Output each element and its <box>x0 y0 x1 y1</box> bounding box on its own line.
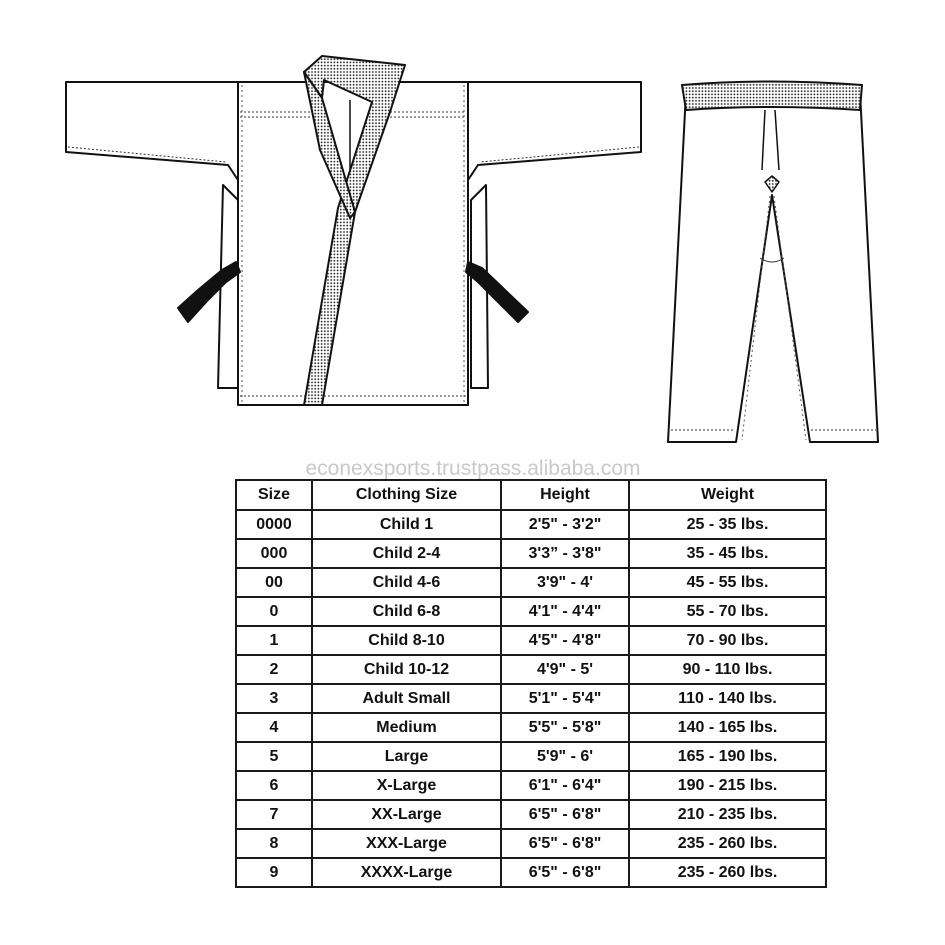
cell-size: 000 <box>236 539 312 568</box>
cell-weight: 45 - 55 lbs. <box>629 568 826 597</box>
header-height: Height <box>501 480 629 510</box>
table-row <box>236 626 826 655</box>
cell-height: 4'9" - 5' <box>501 655 629 684</box>
table-row <box>236 713 826 742</box>
cell-height: 4'5" - 4'8" <box>501 626 629 655</box>
cell-clothing-size: Adult Small <box>312 684 501 713</box>
cell-size: 2 <box>236 655 312 684</box>
cell-size: 1 <box>236 626 312 655</box>
header-clothing-size: Clothing Size <box>312 480 501 510</box>
cell-size: 9 <box>236 858 312 887</box>
cell-size: 0 <box>236 597 312 626</box>
cell-size: 0000 <box>236 510 312 539</box>
cell-height: 2'5" - 3'2" <box>501 510 629 539</box>
jacket-illustration <box>66 56 641 405</box>
header-weight: Weight <box>629 480 826 510</box>
pants-illustration <box>668 82 878 443</box>
cell-weight: 140 - 165 lbs. <box>629 713 826 742</box>
table-row <box>236 742 826 771</box>
cell-clothing-size: Child 2-4 <box>312 539 501 568</box>
cell-clothing-size: XXX-Large <box>312 829 501 858</box>
table-row <box>236 829 826 858</box>
cell-clothing-size: Medium <box>312 713 501 742</box>
cell-height: 6'5" - 6'8" <box>501 800 629 829</box>
cell-height: 3'3” - 3'8" <box>501 539 629 568</box>
cell-clothing-size: Child 4-6 <box>312 568 501 597</box>
cell-weight: 90 - 110 lbs. <box>629 655 826 684</box>
cell-weight: 235 - 260 lbs. <box>629 829 826 858</box>
cell-weight: 25 - 35 lbs. <box>629 510 826 539</box>
table-row <box>236 858 826 887</box>
cell-height: 5'1" - 5'4" <box>501 684 629 713</box>
cell-size: 6 <box>236 771 312 800</box>
cell-height: 3'9" - 4' <box>501 568 629 597</box>
table-row <box>236 800 826 829</box>
cell-height: 4'1" - 4'4" <box>501 597 629 626</box>
garment-illustrations <box>0 0 945 460</box>
cell-clothing-size: Large <box>312 742 501 771</box>
cell-weight: 210 - 235 lbs. <box>629 800 826 829</box>
cell-weight: 235 - 260 lbs. <box>629 858 826 887</box>
size-chart-table <box>235 479 827 888</box>
table-row <box>236 597 826 626</box>
table-header-row <box>236 480 826 510</box>
cell-weight: 190 - 215 lbs. <box>629 771 826 800</box>
cell-clothing-size: Child 6-8 <box>312 597 501 626</box>
table-row <box>236 655 826 684</box>
header-size: Size <box>236 480 312 510</box>
cell-clothing-size: Child 1 <box>312 510 501 539</box>
cell-clothing-size: Child 8-10 <box>312 626 501 655</box>
cell-weight: 110 - 140 lbs. <box>629 684 826 713</box>
table-row <box>236 539 826 568</box>
cell-clothing-size: X-Large <box>312 771 501 800</box>
cell-height: 6'5" - 6'8" <box>501 829 629 858</box>
cell-height: 5'5" - 5'8" <box>501 713 629 742</box>
cell-weight: 70 - 90 lbs. <box>629 626 826 655</box>
cell-height: 6'1" - 6'4" <box>501 771 629 800</box>
cell-size: 4 <box>236 713 312 742</box>
cell-height: 6'5" - 6'8" <box>501 858 629 887</box>
watermark-text: econexsports.trustpass.alibaba.com <box>305 457 641 480</box>
table-row <box>236 771 826 800</box>
cell-size: 00 <box>236 568 312 597</box>
cell-size: 7 <box>236 800 312 829</box>
cell-clothing-size: XX-Large <box>312 800 501 829</box>
cell-size: 8 <box>236 829 312 858</box>
table-row <box>236 684 826 713</box>
cell-height: 5'9" - 6' <box>501 742 629 771</box>
cell-weight: 165 - 190 lbs. <box>629 742 826 771</box>
table-row <box>236 568 826 597</box>
cell-weight: 55 - 70 lbs. <box>629 597 826 626</box>
cell-size: 5 <box>236 742 312 771</box>
cell-clothing-size: XXXX-Large <box>312 858 501 887</box>
cell-size: 3 <box>236 684 312 713</box>
table-row <box>236 510 826 539</box>
cell-clothing-size: Child 10-12 <box>312 655 501 684</box>
cell-weight: 35 - 45 lbs. <box>629 539 826 568</box>
